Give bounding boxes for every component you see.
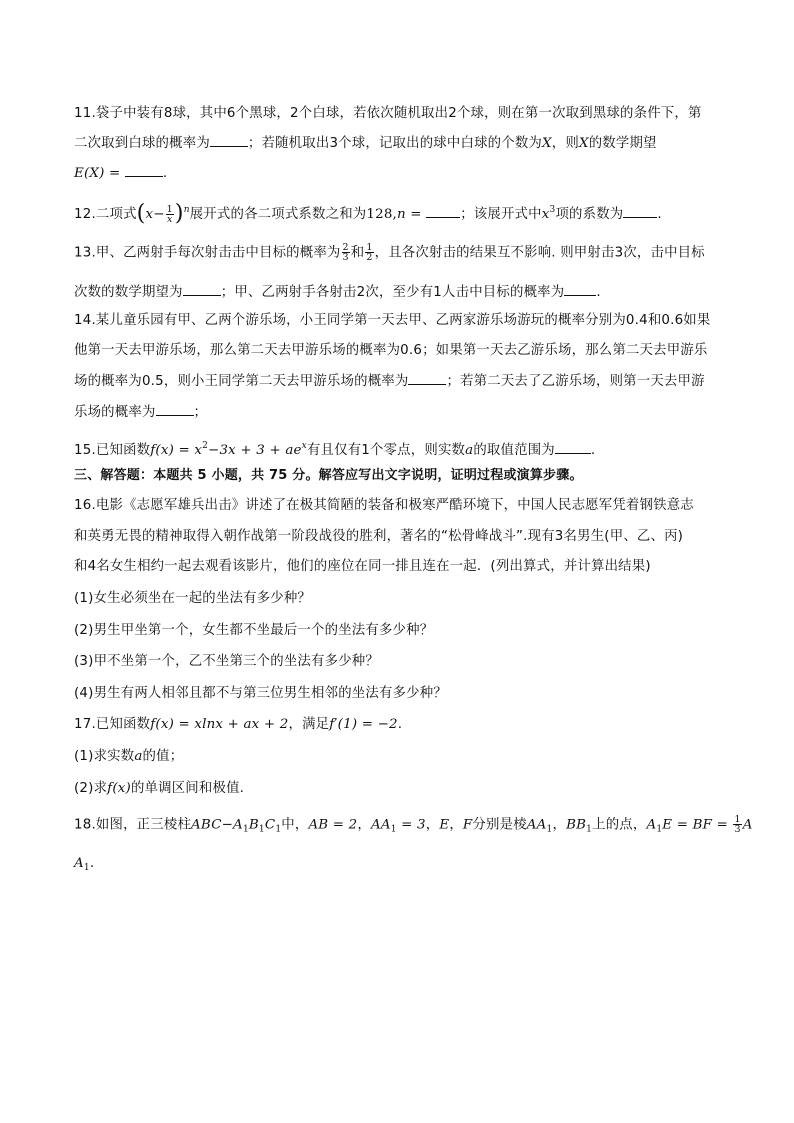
- answer-blank: [555, 441, 591, 454]
- q17-part2: (2)求f(x)的单调区间和极值.: [74, 781, 245, 796]
- q11-line3: E(X) = .: [74, 166, 168, 181]
- fraction: $\frac{1}{3}$: [734, 814, 741, 835]
- q13-line2: 次数的数学期望为 ；甲、乙两射手各射击2次，至少有1人击中目标的概率为 .: [74, 285, 601, 300]
- q11-line1: 11.袋子中装有8球，其中6个黑球，2个白球，若依次随机取出2个球，则在第一次取到黑球的条件下，第: [74, 106, 702, 121]
- q14-line4: 乐场的概率为 ；: [74, 405, 208, 420]
- answer-blank: [210, 134, 248, 147]
- q17-part1: (1)求实数a的值；: [74, 749, 184, 764]
- fraction: $\frac{1}{x}$: [166, 203, 173, 225]
- q18-line2: $A_1$.: [74, 856, 95, 873]
- q16-line3: 和4名女生相约一起去观看该影片，他们的座位在同一排且连在一起．(列出算式，并计算出结果): [74, 559, 651, 574]
- fraction: $\frac{1}{2}$: [366, 242, 373, 263]
- q16-part4: (4)男生有两人相邻且都不与第三位男生相邻的坐法有多少种？: [74, 686, 447, 701]
- q16-line1: 16.电影《志愿军雄兵出击》讲述了在极其简陋的装备和极寒严酷环境下，中国人民志愿军凭着钢铁意志: [74, 498, 694, 513]
- q13-line1: 13.甲、乙两射手每次射击击中目标的概率为 $\frac{2}{3}$ 和 $\frac{1}{2}$ ，且各次射击的结果互不影响. 则甲射击3次，击中目标: [74, 242, 705, 263]
- q16-part3: (3)甲不坐第一个，乙不坐第三个的坐法有多少种？: [74, 654, 379, 669]
- q15-line: 15.已知函数$f(x) = x^2-3x + 3 + ae^x$有且仅有1个零点，则实数a的取值范围为 .: [74, 441, 596, 458]
- answer-blank: [564, 283, 596, 296]
- q14-line1: 14.某儿童乐园有甲、乙两个游乐场，小王同学第一天去甲、乙两家游乐场游玩的概率分别为0.4和0.6如果: [74, 313, 711, 328]
- section-heading: 三、解答题：本题共 5 小题，共 75 分。解答应写出文字说明，证明过程或演算步骤。: [74, 468, 583, 483]
- answer-blank: [156, 403, 194, 416]
- q12-line: 12.二项式(x− $\frac{1}{x}$ )$^n$展开式的各二项式系数之和为128,n = ；该展开式中$x^3$项的系数为 .: [74, 201, 662, 226]
- q16-part1: (1)女生必须坐在一起的坐法有多少种？: [74, 591, 312, 606]
- answer-blank: [408, 372, 446, 385]
- q14-line3: 场的概率为0.5，则小王同学第二天去甲游乐场的概率为 ；若第二天去了乙游乐场，则第一天去甲游: [74, 374, 705, 389]
- answer-blank: [623, 205, 657, 218]
- answer-blank: [125, 164, 163, 177]
- q17-line: 17.已知函数f(x) = xlnx + ax + 2，满足f′(1) = −2.: [74, 717, 403, 732]
- q16-line2: 和英勇无畏的精神取得入朝作战第一阶段战役的胜利，著名的“松骨峰战斗”.现有3名男生(甲、乙、丙): [74, 529, 684, 544]
- q18-line1: 18.如图，正三棱柱$ABC-A_1B_1C_1$中，AB = 2，$AA_1 = 3$，E，F分别是棱$AA_1$，$BB_1$上的点，$A_1E$ = BF = $\frac{1}{3}$ A: [74, 814, 753, 835]
- answer-blank: [183, 283, 221, 296]
- q14-line2: 他第一天去甲游乐场，那么第二天去甲游乐场的概率为0.6；如果第一天去乙游乐场，那么第二天去甲游乐: [74, 343, 708, 358]
- answer-blank: [426, 205, 460, 218]
- q16-part2: (2)男生甲坐第一个，女生都不坐最后一个的坐法有多少种？: [74, 623, 434, 638]
- q11-line2: 二次取到白球的概率为 ；若随机取出3个球，记取出的球中白球的个数为X，则X的数学期望: [74, 136, 657, 151]
- fraction: $\frac{2}{3}$: [342, 242, 349, 263]
